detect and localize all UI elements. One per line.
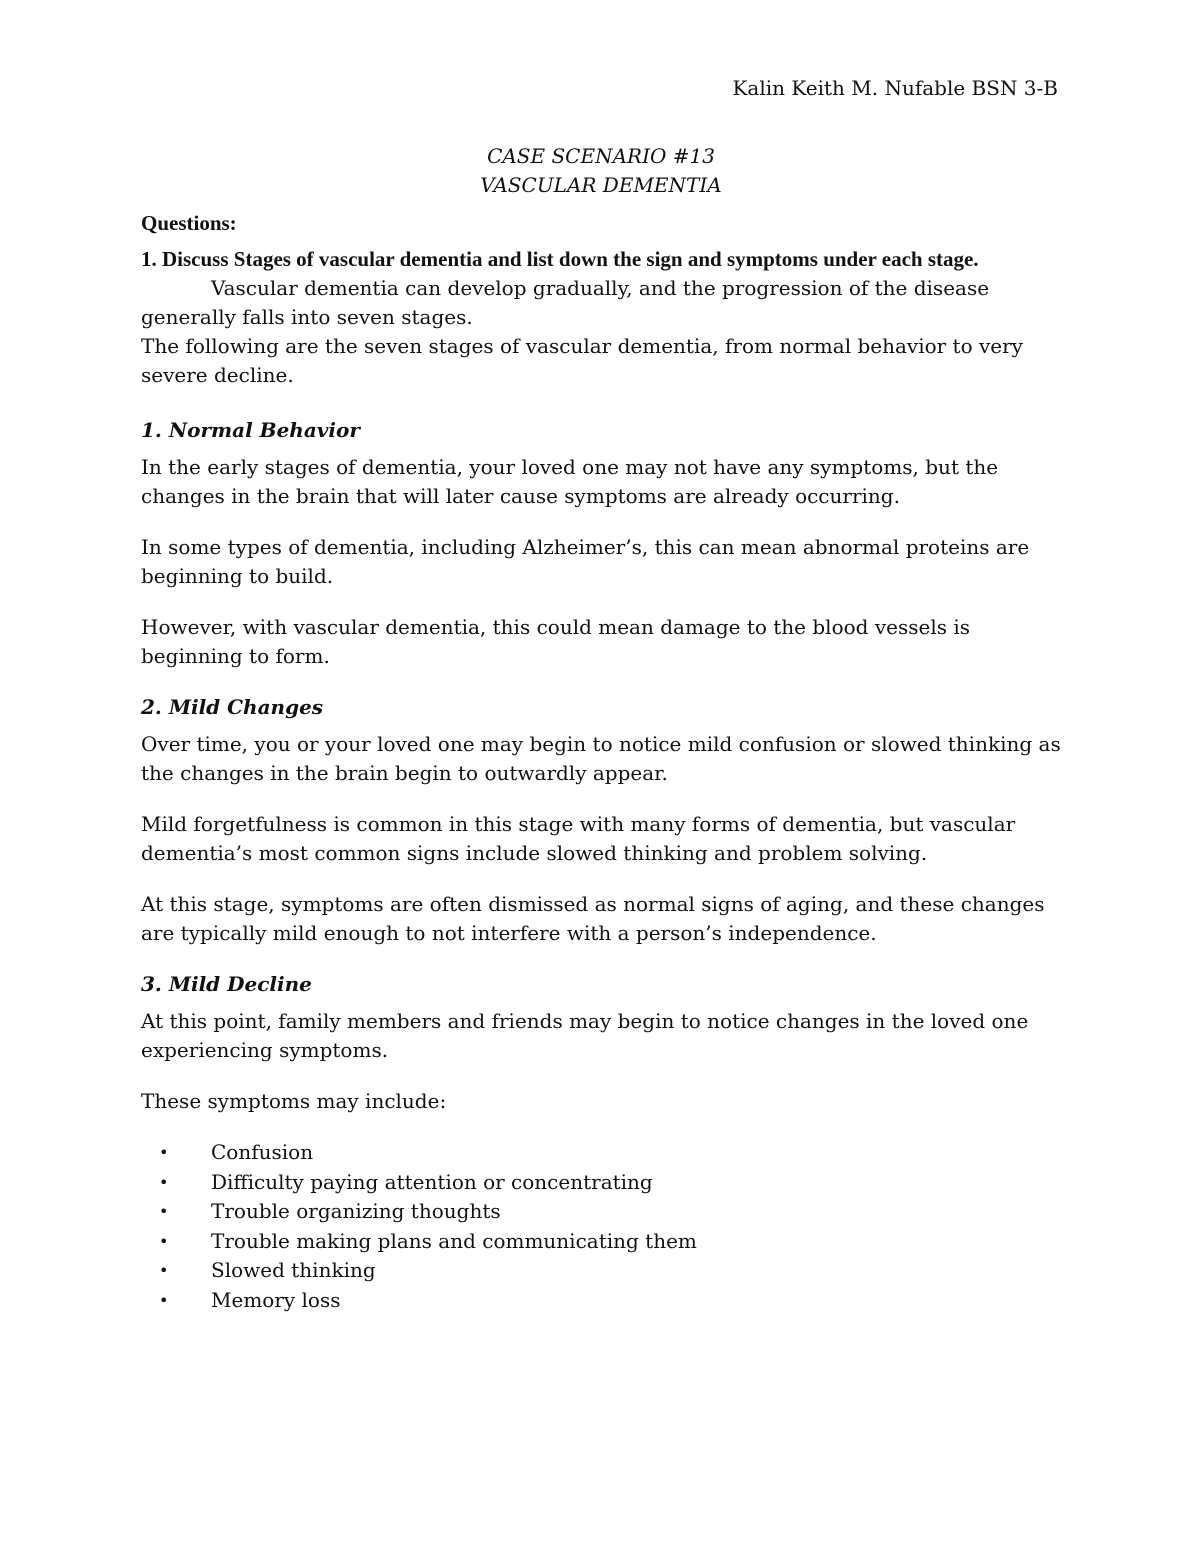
list-item [141, 1227, 1061, 1257]
bullet-icon: • [159, 1202, 169, 1221]
stage-2-paragraph-2: Mild forgetfulness is common in this stage with many forms of dementia, but vascular dementia’s most common signs include slowed thinking and problem solving. [141, 812, 1016, 865]
list-item [141, 1138, 1061, 1168]
questions-label: Questions: [141, 211, 237, 235]
bullet-icon: • [159, 1172, 169, 1192]
intro-paragraph-2: The following are the seven stages of vascular dementia, from normal behavior to very severe decline. [141, 334, 1023, 387]
bullet-icon: • [159, 1231, 169, 1251]
question-1: 1. Discuss Stages of vascular dementia and list down the sign and symptoms under each stage. [141, 247, 979, 271]
bullet-icon: • [159, 1261, 169, 1280]
bullet-icon: • [159, 1143, 169, 1162]
stage-2-paragraph-1: Over time, you or your loved one may begin to notice mild confusion or slowed thinking as the changes in the brain begin to outwardly appear. [141, 732, 1061, 785]
stage-1-paragraph-3: However, with vascular dementia, this could mean damage to the blood vessels is beginning to form. [141, 615, 970, 668]
stage-1-paragraph-2: In some types of dementia, including Alzheimer’s, this can mean abnormal proteins are beginning to build. [141, 535, 1030, 588]
symptom-list [141, 1138, 1061, 1315]
document-body [141, 142, 1061, 1315]
symptom-text: Confusion [211, 1140, 314, 1164]
stage-1-paragraph-1: In the early stages of dementia, your loved one may not have any symptoms, but the changes in the brain that will later cause symptoms are already occurring. [141, 455, 999, 508]
list-item [141, 1197, 1061, 1227]
list-item [141, 1286, 1061, 1316]
stage-1-heading: 1. Normal Behavior [141, 418, 360, 442]
stage-3-heading: 3. Mild Decline [141, 972, 312, 996]
case-scenario-title: CASE SCENARIO #13 [487, 144, 715, 168]
author-header: Kalin Keith M. Nufable BSN 3-B [732, 76, 1058, 100]
bullet-icon: • [159, 1290, 169, 1310]
stage-2-heading: 2. Mild Changes [141, 695, 324, 719]
stage-3-paragraph-1: At this point, family members and friends may begin to notice changes in the loved one experiencing symptoms. [141, 1009, 1029, 1062]
stage-2-paragraph-3: At this stage, symptoms are often dismissed as normal signs of aging, and these changes are typically mild enough to not interfere with a person’s independence. [141, 892, 1045, 945]
symptom-text: Difficulty paying attention or concentrating [211, 1169, 653, 1194]
stage-3-paragraph-2: These symptoms may include: [141, 1089, 447, 1113]
disease-title: VASCULAR DEMENTIA [480, 173, 722, 197]
list-item [141, 1256, 1061, 1286]
list-item [141, 1168, 1061, 1198]
symptom-text: Trouble making plans and communicating them [211, 1228, 697, 1253]
symptom-text: Slowed thinking [211, 1258, 376, 1282]
symptom-text: Trouble organizing thoughts [211, 1199, 501, 1223]
symptom-text: Memory loss [211, 1287, 341, 1312]
intro-paragraph-1: Vascular dementia can develop gradually, and the progression of the disease generally falls into seven stages. [141, 276, 990, 329]
